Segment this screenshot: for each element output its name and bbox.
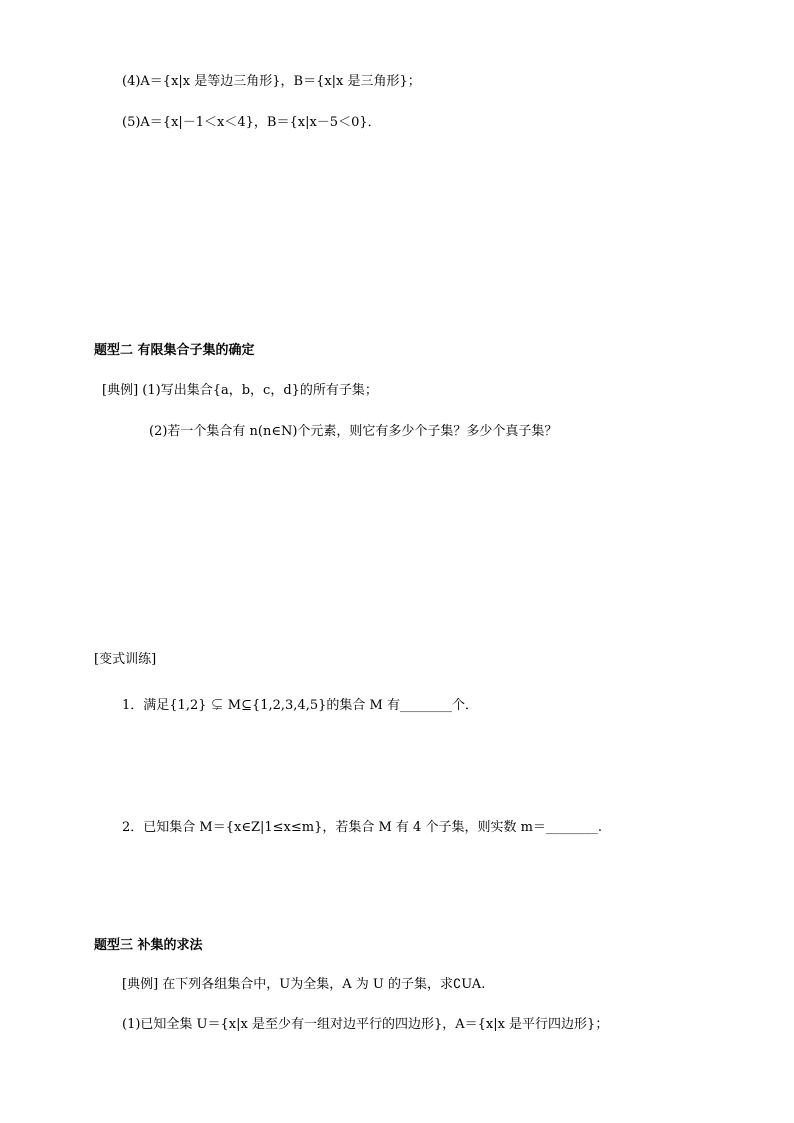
item-4: (4)A＝{x|x 是等边三角形}，B＝{x|x 是三角形}； — [122, 74, 421, 89]
training-question-1: 1．满足{1,2} ⊊ M⊆{1,2,3,4,5}的集合 M 有________个． — [122, 698, 478, 713]
section-heading-type-2: 题型二 有限集合子集的确定 — [94, 343, 255, 358]
training-heading: [变式训练] — [94, 652, 157, 667]
example-line-1: [典例] (1)写出集合{a，b，c，d}的所有子集； — [102, 383, 378, 398]
example-line-3: [典例] 在下列各组集合中，U为全集，A 为 U 的子集，求∁UA. — [122, 977, 486, 992]
training-question-2: 2．已知集合 M＝{x∈Z|1≤x≤m}，若集合 M 有 4 个子集，则实数 m＝________. — [122, 820, 603, 835]
item-5: (5)A＝{x|－1＜x＜4}，B＝{x|x－5＜0}． — [122, 115, 381, 130]
section-heading-type-3: 题型三 补集的求法 — [94, 938, 203, 953]
example-line-2: (2)若一个集合有 n(n∈N)个元素，则它有多少个子集？多少个真子集？ — [149, 424, 558, 439]
item-1: (1)已知全集 U＝{x|x 是至少有一组对边平行的四边形}，A＝{x|x 是平行四边形}； — [122, 1017, 609, 1032]
